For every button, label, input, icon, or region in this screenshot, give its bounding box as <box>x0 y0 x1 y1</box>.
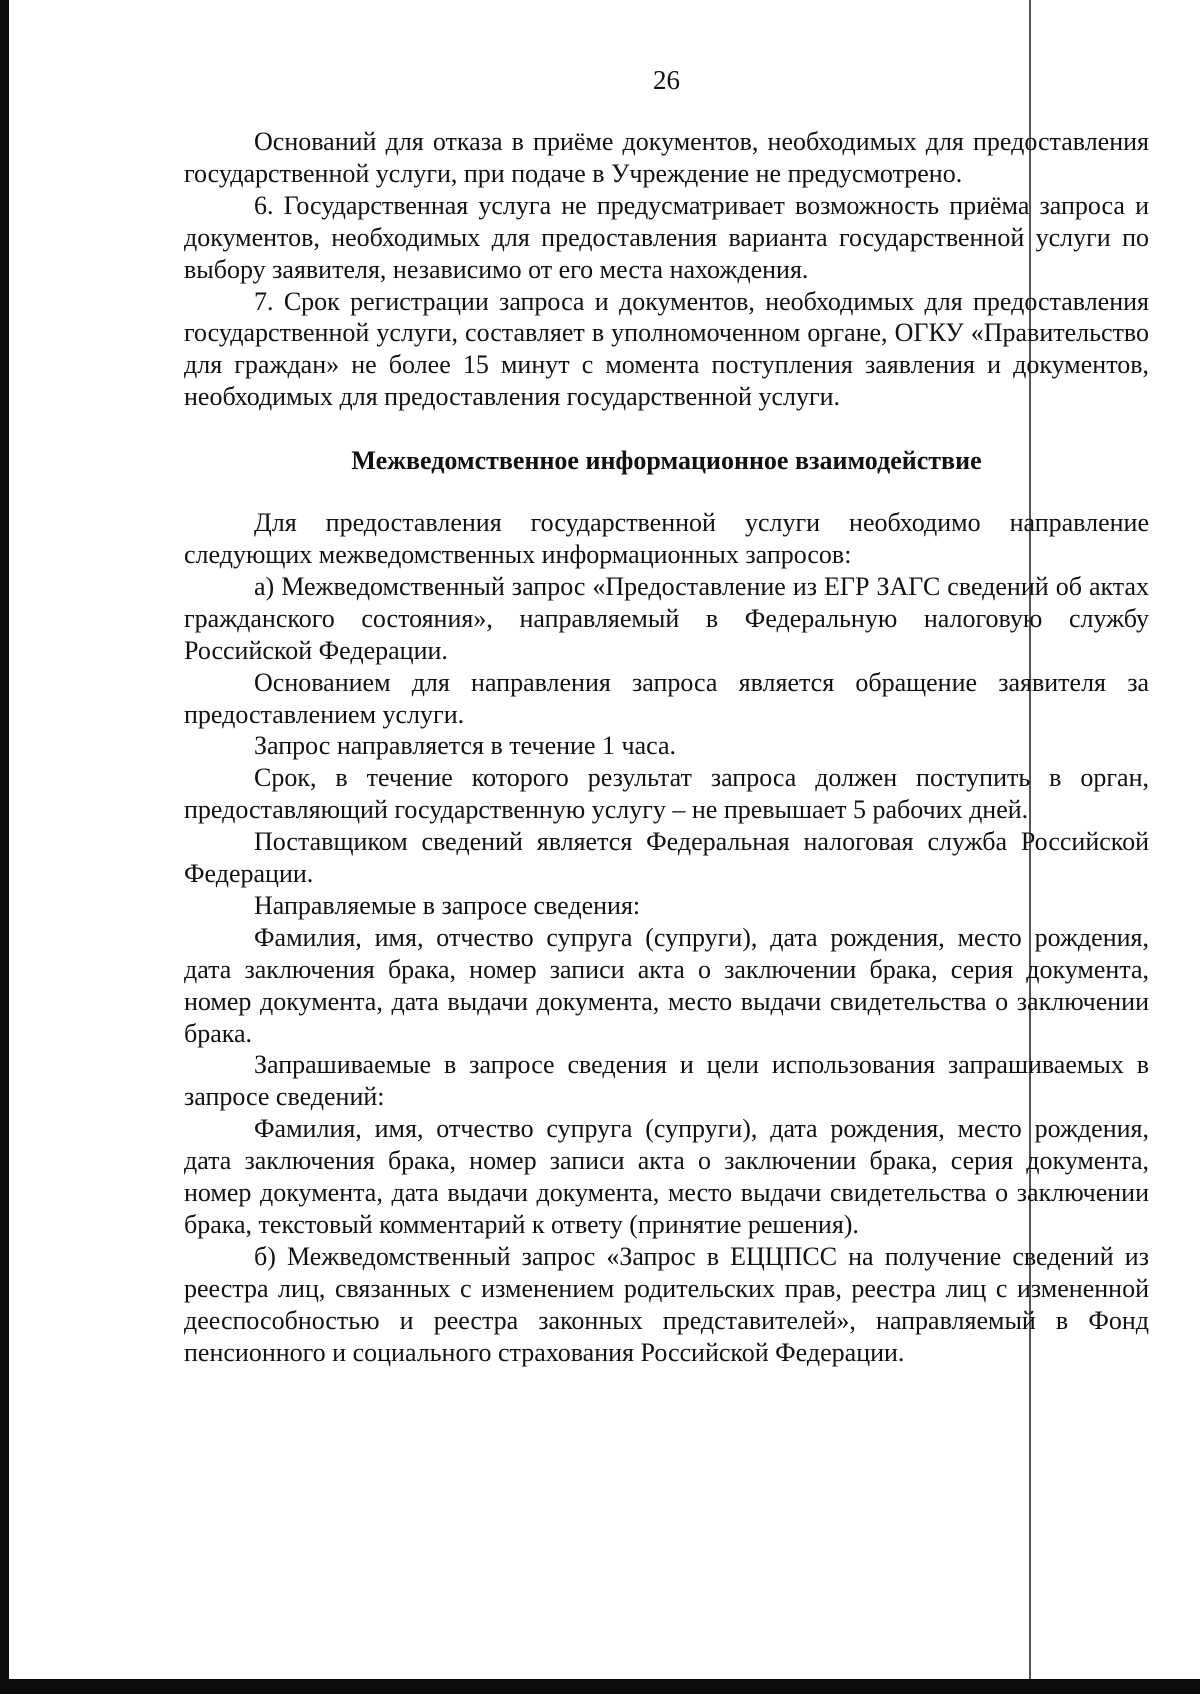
paragraph-request-basis: Основанием для направления запроса является обращение заявителя за предоставлением услуги. <box>184 667 1149 729</box>
section-heading: Межведомственное информационное взаимодействие <box>351 446 982 476</box>
scan-edge-left <box>0 0 9 1694</box>
paragraph-item-6: 6. Государственная услуга не предусматривает возможность приёма запроса и документов, необходимых для предоставления варианта государственной услуги по выбору заявителя, независимо от его места нахождения. <box>184 190 1149 284</box>
document-page <box>184 60 1149 1369</box>
paragraph-refusal-grounds: Оснований для отказа в приёме документов, необходимых для предоставления государственной услуги, при подаче в Учреждение не предусмотрено. <box>184 127 1149 188</box>
paragraph-response-deadline: Срок, в течение которого результат запроса должен поступить в орган, предоставляющий государственную услугу – не превышает 5 рабочих дней. <box>184 763 1149 825</box>
scan-edge-bottom <box>0 1679 1200 1694</box>
paragraph-requested-data: Фамилия, имя, отчество супруга (супруги), дата рождения, место рождения, дата заключения брака, номер записи акта о заключении брака, серия документа, номер документа, дата выдачи документа, место выдачи свидетельства о заключении брака, текстовый комментарий к ответу (принятие решения). <box>184 1114 1149 1239</box>
paragraph-request-b: б) Межведомственный запрос «Запрос в ЕЦЦПСС на получение сведений из реестра лиц, связанных с изменением родительских прав, реестра лиц с измененной дееспособностью и реестра законных представителей», направляемый в Фонд пенсионного и социального страхования Российской Федерации. <box>184 1241 1149 1367</box>
paragraph-sent-data: Фамилия, имя, отчество супруга (супруги), дата рождения, место рождения, дата заключения брака, номер записи акта о заключении брака, серия документа, номер документа, дата выдачи документа, место выдачи свидетельства о заключении брака. <box>184 922 1149 1048</box>
page-number: 26 <box>653 65 680 95</box>
paragraph-data-provider: Поставщиком сведений является Федеральная налоговая служба Российской Федерации. <box>184 827 1149 889</box>
paragraph-item-7: 7. Срок регистрации запроса и документов, необходимых для предоставления государственной услуги, составляет в уполномоченном органе, ОГКУ «Правительство для граждан» не более 15 минут с момента поступления заявления и документов, необходимых для предоставления государственной услуги. <box>184 286 1149 412</box>
paragraph-request-a: а) Межведомственный запрос «Предоставление из ЕГР ЗАГС сведений об актах гражданского состояния», направляемый в Федеральную налоговую службу Российской Федерации. <box>184 571 1149 665</box>
paragraph-requested-data-label: Запрашиваемые в запросе сведения и цели использования запрашиваемых в запросе сведений: <box>184 1050 1149 1112</box>
paragraph-sent-data-label: Направляемые в запросе сведения: <box>254 890 641 920</box>
paragraph-intro-requests: Для предоставления государственной услуги необходимо направление следующих межведомственных информационных запросов: <box>184 508 1149 569</box>
paragraph-request-timing: Запрос направляется в течение 1 часа. <box>254 731 677 761</box>
